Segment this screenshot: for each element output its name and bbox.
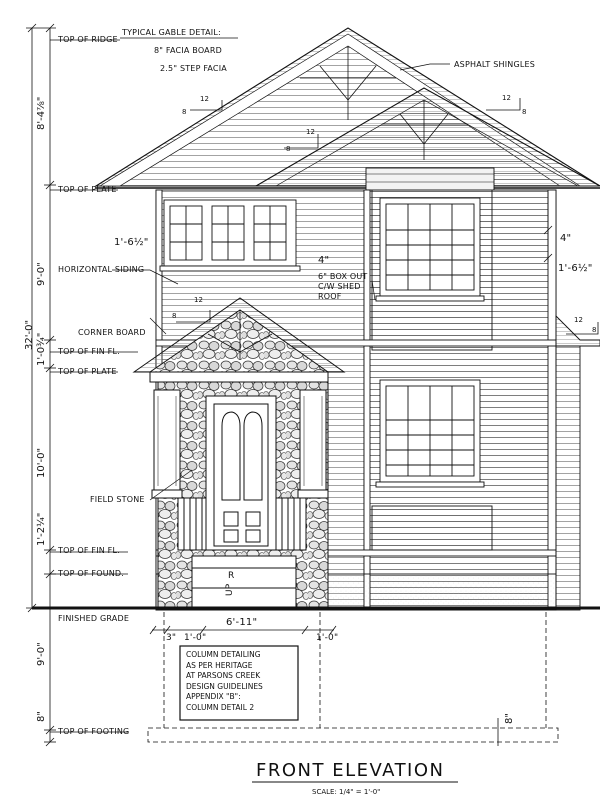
drawing-scale: SCALE: 1/4" = 1'-0" xyxy=(312,788,381,796)
dim-box-out-right: 4" xyxy=(560,233,572,244)
dim-porch-width: 6'-11" xyxy=(226,617,258,628)
level-leaders xyxy=(50,40,138,732)
label-box-out-2: C/W SHED xyxy=(318,282,361,291)
label-top-of-fin-fl-upper: TOP OF FIN FL. xyxy=(58,347,120,356)
note-line: DESIGN GUIDELINES xyxy=(186,681,263,691)
label-horizontal-siding: HORIZONTAL SIDING xyxy=(58,265,145,274)
pitch-rise-2: 12 xyxy=(306,128,315,136)
note-line: COLUMN DETAILING xyxy=(186,650,261,659)
label-facia-board: 8" FACIA BOARD xyxy=(154,46,222,55)
dim-floor-depth-upper: 1'-0¾" xyxy=(36,332,47,366)
label-box-out-1: 6" BOX OUT xyxy=(318,272,368,281)
dim-floor-depth-lower: 1'-2¼" xyxy=(36,512,47,546)
label-top-of-footing: TOP OF FOOTING xyxy=(58,727,130,736)
dim-overall-height: 32'-0" xyxy=(24,319,35,350)
drawing-title: FRONT ELEVATION xyxy=(256,760,445,781)
pitch-run-3: 8 xyxy=(522,108,527,116)
dim-roof-height: 8'-4⅞" xyxy=(36,96,47,130)
dim-window-right-offset: 1'-6½" xyxy=(558,263,593,274)
pitch-run-1: 8 xyxy=(182,108,187,116)
dim-main-floor: 10'-0" xyxy=(36,447,47,478)
label-asphalt-shingles: ASPHALT SHINGLES xyxy=(454,60,536,69)
note-line: AT PARSONS CREEK xyxy=(186,671,261,680)
dim-footing-right: 8" xyxy=(504,713,515,724)
dim-footing: 8" xyxy=(36,711,47,722)
vertical-dimension-chain xyxy=(26,24,56,746)
note-line: COLUMN DETAIL 2 xyxy=(186,702,255,712)
dim-column-width-right: 1'-0" xyxy=(316,633,339,643)
main-right-window xyxy=(372,380,492,550)
label-r: R xyxy=(228,571,235,581)
dim-column-offset: 3" xyxy=(166,633,177,643)
column-note xyxy=(186,650,296,713)
upper-right-window xyxy=(376,198,484,301)
label-top-of-found: TOP OF FOUND. xyxy=(58,569,125,578)
dim-foundation: 9'-0" xyxy=(36,642,47,666)
label-step-facia: 2.5" STEP FACIA xyxy=(160,64,227,73)
label-top-of-ridge: TOP OF RIDGE xyxy=(58,35,118,44)
label-typical-gable-detail: TYPICAL GABLE DETAIL: xyxy=(122,28,221,37)
label-top-of-fin-fl-lower: TOP OF FIN FL. xyxy=(58,546,120,555)
dim-box-out: 4" xyxy=(318,255,330,266)
dim-upper-floor: 9'-0" xyxy=(36,262,47,286)
pitch-rise-1: 12 xyxy=(200,95,209,103)
label-box-out-3: ROOF xyxy=(318,292,342,301)
pitch-run-4: 8 xyxy=(172,312,177,320)
label-field-stone: FIELD STONE xyxy=(90,495,145,504)
label-up: UP xyxy=(225,583,235,596)
pitch-rise-4: 12 xyxy=(194,296,203,304)
dim-column-width: 1'-0" xyxy=(184,633,207,643)
upper-left-windows xyxy=(160,200,300,271)
pitch-run-5: 8 xyxy=(592,326,597,334)
label-corner-board: CORNER BOARD xyxy=(78,328,146,337)
label-top-of-plate-lower: TOP OF PLATE xyxy=(58,367,117,376)
label-top-of-plate-upper: TOP OF PLATE xyxy=(58,185,117,194)
label-finished-grade: FINISHED GRADE xyxy=(58,614,130,623)
note-line: AS PER HERITAGE xyxy=(186,660,253,670)
dim-window-left-offset: 1'-6½" xyxy=(114,237,149,248)
note-line: APPENDIX "B": xyxy=(186,692,241,701)
pitch-rise-5: 12 xyxy=(574,316,583,324)
footing xyxy=(148,728,558,742)
pitch-run-2: 8 xyxy=(286,145,291,153)
pitch-rise-3: 12 xyxy=(502,94,511,102)
